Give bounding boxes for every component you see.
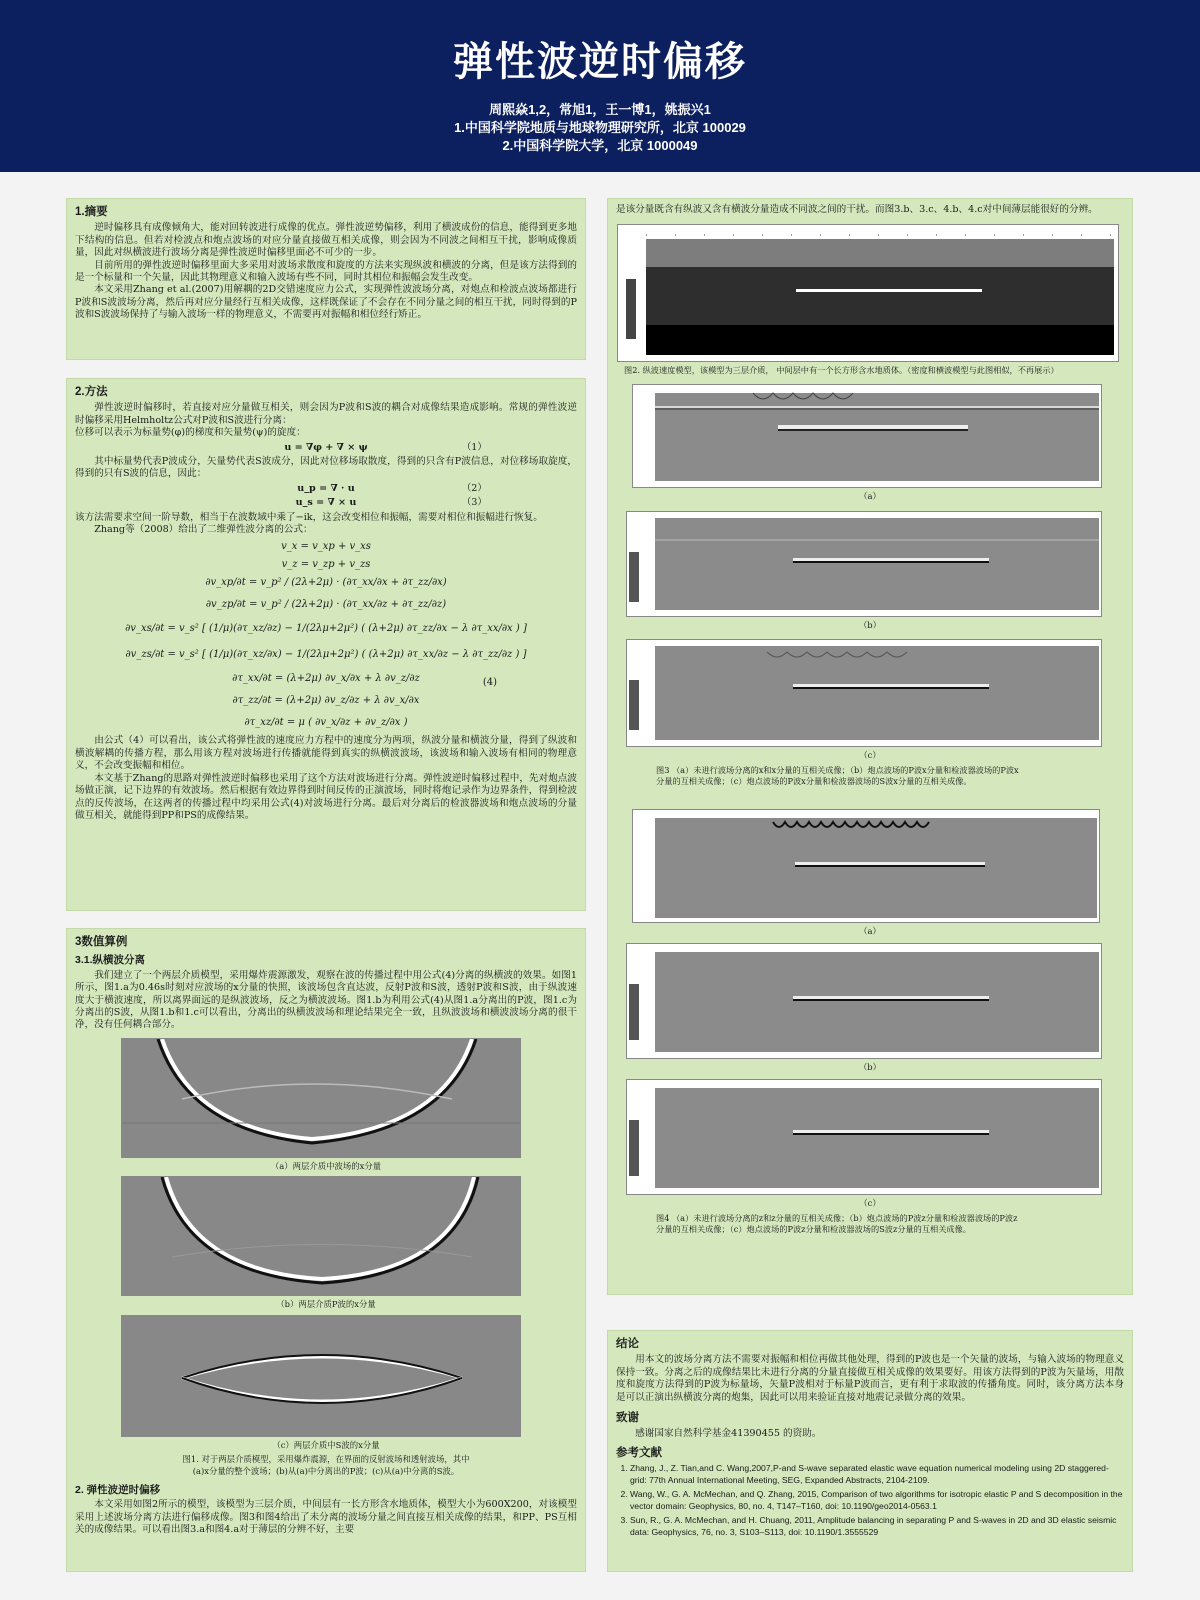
affiliation-2: 2.中国科学院大学，北京 1000049: [502, 138, 698, 153]
figure-1-caption-line-2: (a)x分量的整个波场；(b)从(a)中分离出的P波；(c)从(a)中分离的S波。: [192, 1466, 460, 1477]
eq4-line: ∂τ_xz/∂t = μ ( ∂v_x/∂z + ∂v_z/∂x ): [244, 717, 408, 729]
figure-4c-image: [626, 1079, 1102, 1195]
authors: 周熙焱1,2，常旭1，王一博1，姚振兴1: [489, 102, 711, 117]
examples-p2: 本文采用如图2所示的模型，该模型为三层介质，中间层有一长方形含水地质体，模型大小为600X200，对该模型采用上述波场分离方法进行偏移成像。图3和图4给出了未分离的波场分量之间直接互相关成像的结果，和PP、PS互相关的成像结果。可以看出图3.a和图4.a对于薄层的分辨不好，主要: [75, 1499, 577, 1536]
figure-3c-label: （c）: [859, 750, 881, 761]
eq4-line: ∂v_zp/∂t = v_p² / (2λ+2μ) · (∂τ_xx/∂z + ∂τ_zz/∂z): [205, 599, 447, 611]
figure-2-caption: 图2. 纵波速度模型，该模型为三层介质， 中间层中有一个长方形含水地质体。（密度和横波模型与此图相似，不再展示）: [624, 365, 1059, 376]
figure-4-caption-line-2: 分量的互相关成像；（c）炮点波场的P波z分量和检波器波场的S波z分量的互相关成像。: [656, 1223, 971, 1234]
conclusion-heading: 结论: [616, 1338, 639, 1350]
subsection-3-1: 3.1.纵横波分离: [75, 954, 146, 967]
eq4-line: ∂v_xp/∂t = v_p² / (2λ+2μ) · (∂τ_xx/∂x + ∂τ_zz/∂x): [205, 577, 447, 589]
method-p1: 弹性波逆时偏移时，若直接对应分量做互相关，则会因为P波和S波的耦合对成像结果造成影响。常规的弹性波逆时偏移采用Helmholtz公式对P波和S波进行分离：: [75, 402, 577, 426]
acknowledgement-text: 感谢国家自然科学基金41390455 的资助。: [635, 1428, 822, 1440]
figure-4b-graphic: [627, 944, 1101, 1058]
eq4-line: v_x = v_xp + v_xs: [281, 541, 371, 553]
reference-item: 1. Zhang, J., Z. Tian,and C. Wang,2007,P-and S-wave separated elastic wave equation numerical modeling using 2D staggered-grid: 77th Annual International Meeting, SEG, Expanded Abstracts, 2104-2109.: [630, 1463, 1124, 1486]
figure-3b-graphic: [627, 512, 1101, 616]
method-p4: 该方法需要求空间一阶导数，相当于在波数域中乘了−ik，这会改变相位和振幅，需要对相位和振幅进行恢复。: [75, 511, 543, 523]
figure-4c-graphic: [627, 1080, 1101, 1194]
abstract-p2: 目前所用的弹性波逆时偏移里面大多采用对波场求散度和旋度的方法来实现纵波和横波的分离，但是该方法得到的是一个标量和一个矢量，因此其物理意义和输入波场有些不同，同时其相位和振幅会发生改变。: [75, 259, 577, 284]
figure-3b-label: （b）: [858, 619, 882, 630]
conclusion-panel: [607, 1330, 1133, 1572]
eq4-line: ∂τ_zz/∂t = (λ+2μ) ∂v_z/∂z + λ ∂v_x/∂x: [232, 695, 420, 707]
equation-3: u_s = ∇ × u （3）: [295, 497, 487, 509]
method-p2: 位移可以表示为标量势(φ)的梯度和矢量势(ψ)的旋度：: [75, 427, 306, 439]
figure-1b-caption: （b）两层介质P波的x分量: [276, 1299, 376, 1310]
eq4-line: ∂τ_xx/∂t = (λ+2μ) ∂v_x/∂x + λ ∂v_z/∂z: [232, 673, 420, 685]
figure-3b-image: [626, 511, 1102, 617]
abstract-panel: [66, 198, 586, 360]
figure-1a-graphic: [122, 1039, 520, 1157]
figure-3-caption-line-1: 图3 （a）未进行波场分离的x和x分量的互相关成像；（b）炮点波场的P波x分量和检波器波场的P波x: [656, 764, 1019, 775]
figure-4b-label: （b）: [858, 1062, 882, 1073]
figure-1a-wavefield-x: [121, 1038, 521, 1158]
reference-item: 2. Wang, W., G. A. McMechan, and Q. Zhang, 2015, Comparison of two algorithms for isotropic elastic P and S decomposition in the vector domain: Geophysics, 80, no. 4, T147–T160, doi: 10.1190/geo2014-0563.1: [630, 1489, 1124, 1512]
figure-1b-graphic: [122, 1177, 520, 1295]
figure-1-caption-line-1: 图1. 对于两层介质模型，采用爆炸震源，在界面的反射波场和透射波场，其中: [182, 1454, 470, 1465]
equation-1-number: （1）: [461, 441, 487, 453]
figures-panel: [607, 198, 1133, 1295]
method-p3: 其中标量势代表P波成分，矢量势代表S波成分，因此对位移场取散度，得到的只含有P波信息，对位移场取旋度，得到的只有S波的信息，因此：: [75, 456, 577, 480]
figure-4a-graphic: [633, 810, 1099, 922]
subsection-2: 2. 弹性波逆时偏移: [75, 1483, 161, 1496]
figure-2-graphic: [618, 225, 1118, 361]
eq4-line: v_z = v_zp + v_zs: [281, 559, 371, 571]
conclusion-p1: 用本文的波场分离方法不需要对振幅和相位再做其他处理，得到的P波也是一个矢量的波场，与输入波场的物理意义保持一致。分离之后的成像结果比未进行分离的分量直接做互相关成像的效果要好。用该方法得到的P波为矢量场，用散度和旋度方法得到的P波为标量场，矢量P波相对于标量P波而言，更有利于求取波的传播角度。同时，该分离方法本身是可以正演出纵横波分离的炮集，因此可以用来验证直接对地震记录做分离的效果。: [616, 1354, 1124, 1403]
abstract-p3: 本文采用Zhang et al.(2007)用解耦的2D交错速度应力公式，实现弹性波波场分离，对炮点和检波点波场都进行P波和S波波场分离，然后再对应分量经行互相关成像，这样既保证了不会存在不同分量之间的相互干扰，同时得到的P波和S波波场保持了与输入波场一样的物理意义，不需要再对振幅和相位经行矫正。: [75, 284, 577, 321]
equation-4-number: (4): [482, 677, 497, 689]
equation-1: u = ∇φ + ∇ × ψ （1）: [284, 441, 487, 453]
figure-4b-image: [626, 943, 1102, 1059]
figure-3c-image: [626, 639, 1102, 747]
equation-2: u_p = ∇ · u （2）: [297, 482, 487, 494]
figure-4a-label: （a）: [859, 925, 881, 936]
method-p6: 由公式（4）可以看出，该公式将弹性波的速度应力方程中的速度分为两项，纵波分量和横波分量，得到了纵波和横波解耦的传播方程，那么用该方程对波场进行传播就能得到真实的纵横波波场，该波场和输入波场有相同的物理意义，不会改变振幅和相位。: [75, 735, 577, 772]
examples-panel: [66, 928, 586, 1572]
figure-3a-graphic: [633, 385, 1101, 487]
figure-3a-label: （a）: [859, 491, 881, 502]
equation-3-number: （3）: [461, 497, 487, 509]
figure-1c-graphic: [122, 1316, 520, 1436]
examples-p1: 我们建立了一个两层介质模型，采用爆炸震源激发，观察在波的传播过程中用公式(4)分离的纵横波的效果。如图1所示，图1.a为0.46s时刻对应波场的x分量的快照，该波场包含直达波，反射P波和S波，透射P波和S波，由于纵波速度大于横波速度，所以离界面远的是纵波波场，反之为横波波场。图1.b为利用公式(4)从图1.a分离出的P波，图1.c为分离出的S波，从图1.b和1.c可以看出，分离出的纵横波波场和理论结果完全一致，且纵波波场和横波波场分离的很干净，没有任何耦合部分。: [75, 969, 577, 1031]
method-p5: Zhang等（2008）给出了二维弹性波分离的公式：: [94, 524, 313, 536]
poster-title: 弹性波逆时偏移: [453, 39, 747, 85]
poster-header: [0, 0, 1200, 172]
acknowledgement-heading: 致谢: [616, 1412, 639, 1425]
equation-4-block: [75, 540, 577, 729]
right-continued-text: 是该分量既含有纵波又含有横波分量造成不同波之间的干扰。而图3.b、3.c、4.b、4.c对中间薄层能很好的分辨。: [616, 204, 1098, 215]
affiliation-1: 1.中国科学院地质与地球物理研究所，北京 100029: [454, 120, 746, 135]
references-heading: 参考文献: [616, 1446, 662, 1459]
figure-3-caption-line-2: 分量的互相关成像；（c）炮点波场的P波x分量和检波器波场的S波x分量的互相关成像。: [656, 775, 972, 786]
method-panel: [66, 378, 586, 911]
figure-3a-image: [632, 384, 1102, 488]
eq4-line: ∂v_zs/∂t = v_s² [ (1/μ)(∂τ_xz/∂x) − 1/(2λμ+2μ²) ( (λ+2μ) ∂τ_xx/∂z − λ ∂τ_zz/∂z ) ]: [125, 649, 527, 661]
figure-1a-caption: （a）两层介质中波场的x分量: [270, 1160, 382, 1171]
method-p7: 本文基于Zhang的思路对弹性波逆时偏移也采用了这个方法对波场进行分离。弹性波逆时偏移过程中，先对炮点波场做正演，记下边界的有效波场。然后根据有效边界得到时间反传的正演波场，同时将炮记录作为边界条件，得到检波点的反传波场，在这两者的传播过程中均采用公式(4)对波场进行分离。最后对分离后的检波器波场和炮点波场的分量做互相关，就能得到PP和PS的成像结果。: [75, 772, 577, 821]
eq4-line: ∂v_xs/∂t = v_s² [ (1/μ)(∂τ_xz/∂z) − 1/(2λμ+2μ²) ( (λ+2μ) ∂τ_zz/∂x − λ ∂τ_xx/∂x ) ]: [125, 623, 527, 635]
equation-2-number: （2）: [461, 482, 487, 494]
figure-2-velocity-model: [617, 224, 1119, 362]
method-heading: 2.方法: [75, 386, 108, 398]
figure-4a-image: [632, 809, 1100, 923]
figure-4c-label: （c）: [859, 1198, 881, 1209]
figure-1c-caption: （c）两层介质中S波的x分量: [272, 1439, 380, 1450]
examples-heading: 3数值算例: [75, 936, 128, 948]
figure-1b-p-wave-x: [121, 1176, 521, 1296]
reference-item: 3. Sun, R., G. A. McMechan, and H. Chuang, 2011, Amplitude balancing in separating P and S-waves in 2D and 3D elastic seismic data: Geophysics, 76, no. 3, S103–S113, doi: 10.1190/1.3555529: [630, 1515, 1124, 1538]
figure-3c-graphic: [627, 640, 1101, 746]
figure-4-caption-line-1: 图4 （a）未进行波场分离的z和z分量的互相关成像；（b）炮点波场的P波z分量和检波器波场的P波z: [656, 1212, 1018, 1223]
figure-1c-s-wave-x: [121, 1315, 521, 1437]
references-list: [616, 1463, 1124, 1538]
abstract-p1: 逆时偏移具有成像倾角大，能对回转波进行成像的优点。弹性波逆势偏移，利用了横波成份的信息，能得到更多地下结构的信息。但若对检波点和炮点波场的对应分量直接做互相关成像，则会因为不同波之间相互干扰，影响成像质量，因此对纵横波进行波场分离是弹性波逆时偏移里面必不可少的一步。: [75, 222, 577, 259]
abstract-heading: 1.摘要: [75, 206, 108, 218]
